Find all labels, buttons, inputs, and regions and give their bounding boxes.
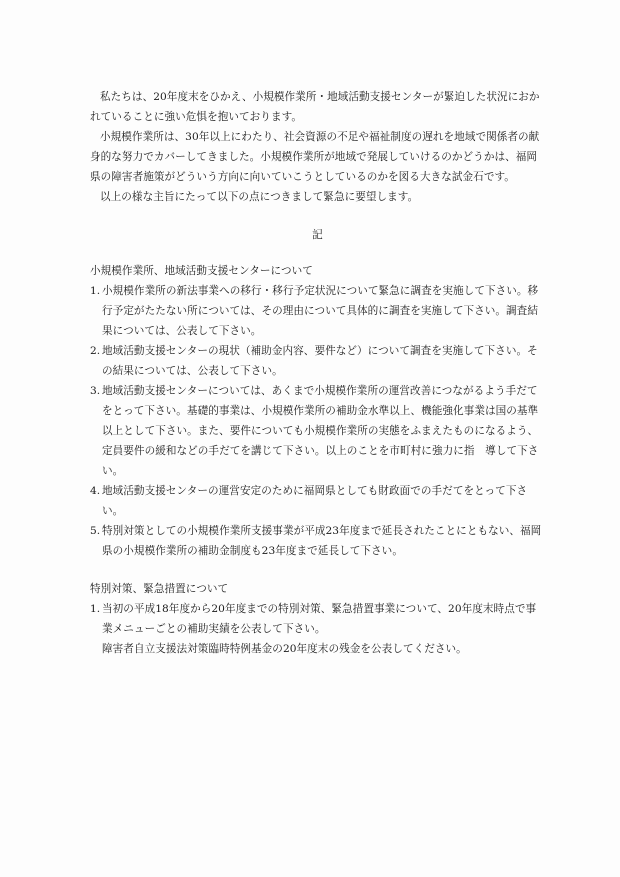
section-1-heading: 小規模作業所、地域活動支援センターについて — [90, 265, 313, 277]
document-body — [90, 87, 545, 659]
item-number: 3. — [90, 385, 101, 397]
item-number: 1. — [90, 603, 101, 615]
item-number: 2. — [90, 345, 101, 357]
list-item — [90, 521, 545, 561]
intro-paragraph-2: 小規模作業所は、30年以上にわたり、社会資源の不足や福祉制度の遅れを地域で関係者の献身的な努力でカバーしてきました。小規模作業所が地域で発展していけるのかどうかは、福岡県の障害者施策がどういう方向に向いていこうとしているのかを図る大きな試金石です。 — [90, 131, 540, 183]
item-text: 小規模作業所の新法事業への移行・移行予定状況について緊急に調査を実施して下さい。移行予定がたたない所については、その理由について具体的に調査を実施して下さい。調査結果については、公表して下さい。 — [102, 285, 539, 337]
intro-paragraph-1: 私たちは、20年度末をひかえ、小規模作業所・地域活動支援センターが緊迫した状況におかれていることに強い危惧を抱いております。 — [90, 91, 540, 123]
section-1-list — [90, 281, 545, 561]
list-item — [90, 381, 545, 481]
section-2-note: 障害者自立支援法対策臨時特例基金の20年度末の残金を公表してください。 — [102, 643, 467, 655]
list-item — [90, 281, 545, 341]
item-text: 地域活動支援センターについては、あくまで小規模作業所の運営改善につながるよう手だてをとって下さい。基礎的事業は、小規模作業所の補助金水準以上、機能強化事業は国の基準以上として下さい。また、要件についても小規模作業所の実態をふまえたものになるよう、定員要件の緩和などの手だてを講じて下さい。以上のことを市町村に強力に指 導して下さい。 — [102, 385, 539, 477]
item-text: 当初の平成18年度から20年度までの特別対策、緊急措置事業について、20年度末時点で事業メニューごとの補助実績を公表して下さい。 — [102, 603, 537, 635]
section-2-heading: 特別対策、緊急措置について — [90, 583, 229, 595]
list-item — [90, 341, 545, 381]
item-text: 地域活動支援センターの運営安定のために福岡県としても財政面での手だてをとって下さい。 — [102, 485, 528, 517]
item-number: 5. — [90, 525, 101, 537]
item-number: 1. — [90, 285, 101, 297]
list-item — [90, 481, 545, 521]
section-spacer — [90, 561, 545, 579]
item-number: 4. — [90, 485, 101, 497]
intro-paragraph-3: 以上の様な主旨にたって以下の点につきまして緊急に要望します。 — [100, 191, 419, 203]
item-text: 地域活動支援センターの現状（補助金内容、要件など）について調査を実施して下さい。その結果については、公表して下さい。 — [102, 345, 538, 377]
item-text: 特別対策としての小規模作業所支援事業が平成23年度まで延長されたことにともない、福岡県の小規模作業所の補助金制度も23年度まで延長して下さい。 — [102, 525, 542, 557]
ki-mark: 記 — [312, 229, 323, 241]
list-item — [90, 599, 545, 639]
section-2-list — [90, 599, 545, 639]
